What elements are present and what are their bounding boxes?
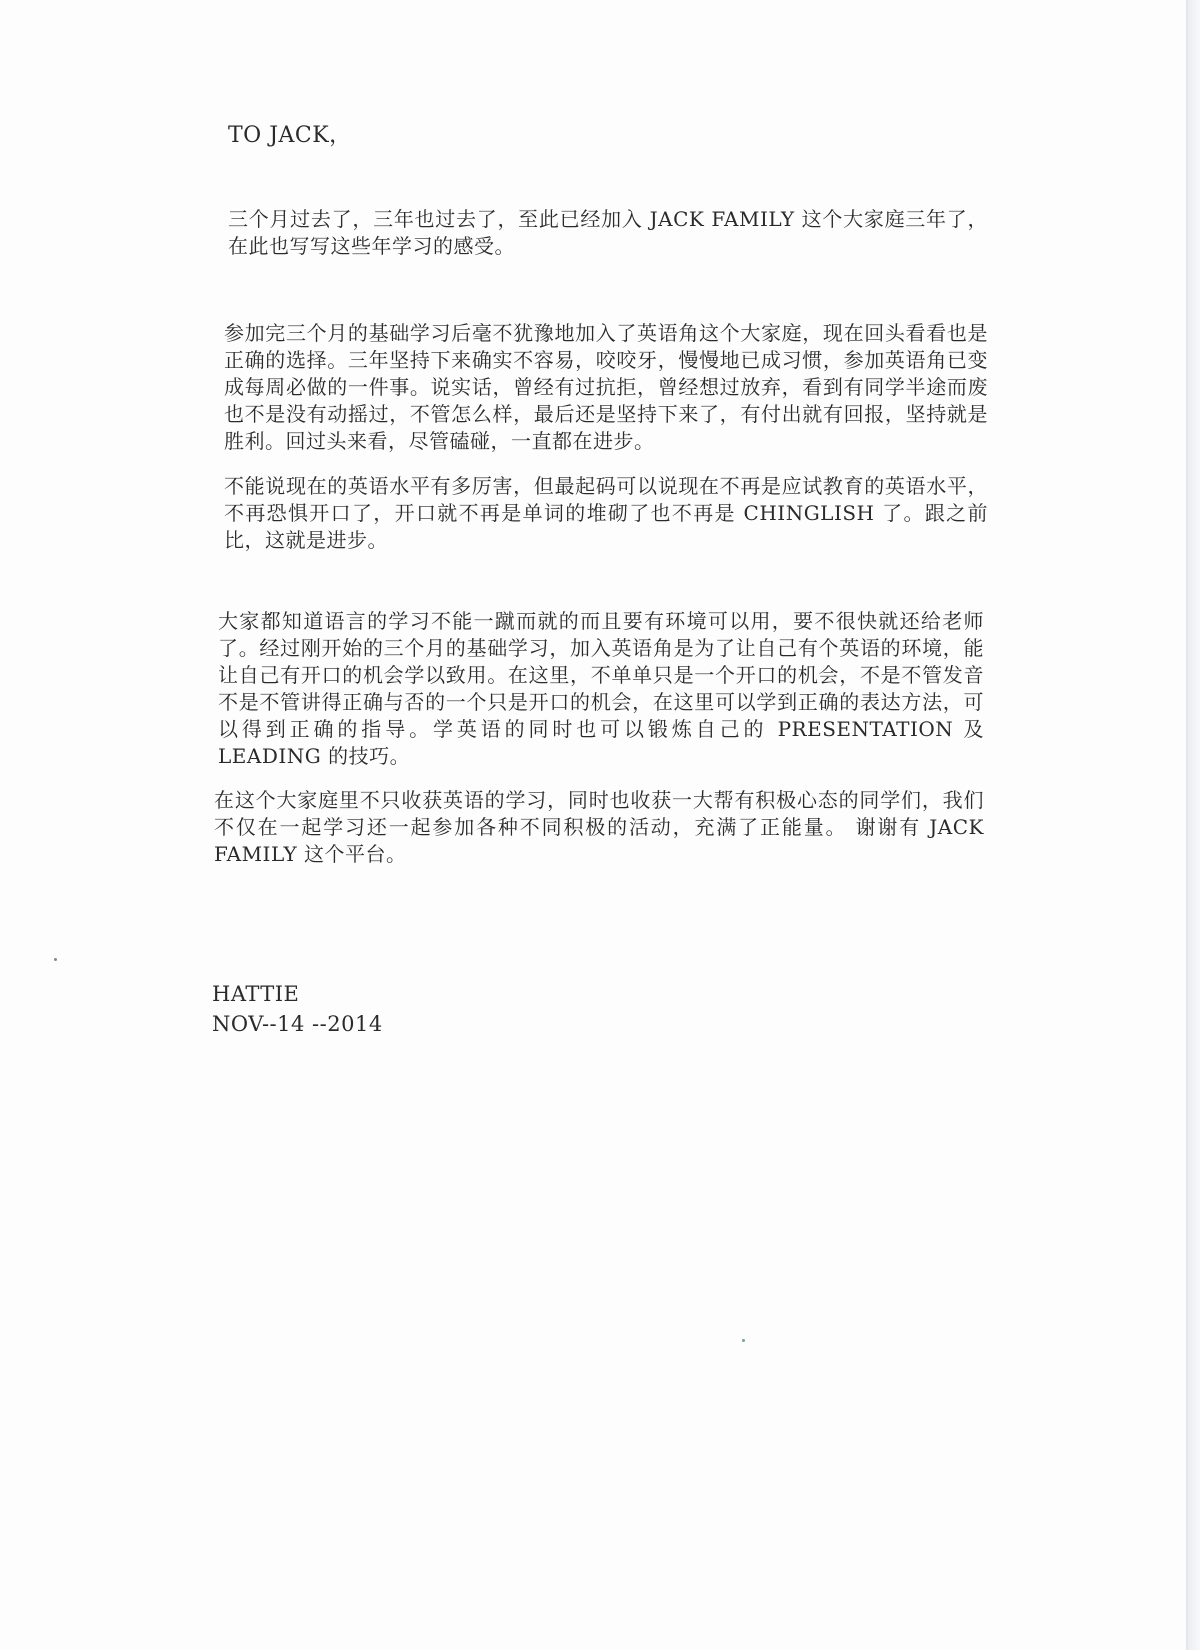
signature-date: NOV--14 --2014 xyxy=(212,1012,383,1036)
paragraph-thanks: 在这个大家庭里不只收获英语的学习，同时也收获一大帮有积极心态的同学们，我们不仅在一起学习还一起参加各种不同积极的活动，充满了正能量。 谢谢有 JACK FAMILY 这个平台。 xyxy=(214,788,984,866)
paragraph-progress: 不能说现在的英语水平有多厉害，但最起码可以说现在不再是应试教育的英语水平，不再恐惧开口了，开口就不再是单词的堆砌了也不再是 CHINGLISH 了。跟之前比，这就是进步。 xyxy=(224,474,988,552)
paragraph-language-environment: 大家都知道语言的学习不能一蹴而就的而且要有环境可以用，要不很快就还给老师了。经过刚开始的三个月的基础学习，加入英语角是为了让自己有个英语的环境，能让自己有开口的机会学以致用。在这里，不单单只是一个开口的机会，不是不管发音不是不管讲得正确与否的一个只是开口的机会，在这里可以学到正确的表达方法，可以得到正确的指导。学英语的同时也可以锻炼自己的 PRESENTATION 及 LEADING 的技巧。 xyxy=(218,609,984,768)
scan-speck xyxy=(54,958,57,961)
signature-name: HATTIE xyxy=(212,982,300,1006)
salutation: TO JACK， xyxy=(228,123,352,148)
page-edge xyxy=(1188,0,1200,1650)
paragraph-joining-english-corner: 参加完三个月的基础学习后毫不犹豫地加入了英语角这个大家庭，现在回头看看也是正确的选择。三年坚持下来确实不容易，咬咬牙，慢慢地已成习惯，参加英语角已变成每周必做的一件事。说实话，曾经有过抗拒，曾经想过放弃，看到有同学半途而废也不是没有动摇过，不管怎么样，最后还是坚持下来了，有付出就有回报，坚持就是胜利。回过头来看，尽管磕碰，一直都在进步。 xyxy=(224,321,988,453)
scan-speck xyxy=(742,1339,745,1342)
paragraph-intro: 三个月过去了，三年也过去了，至此已经加入 JACK FAMILY 这个大家庭三年了，在此也写写这些年学习的感受。 xyxy=(228,207,988,258)
